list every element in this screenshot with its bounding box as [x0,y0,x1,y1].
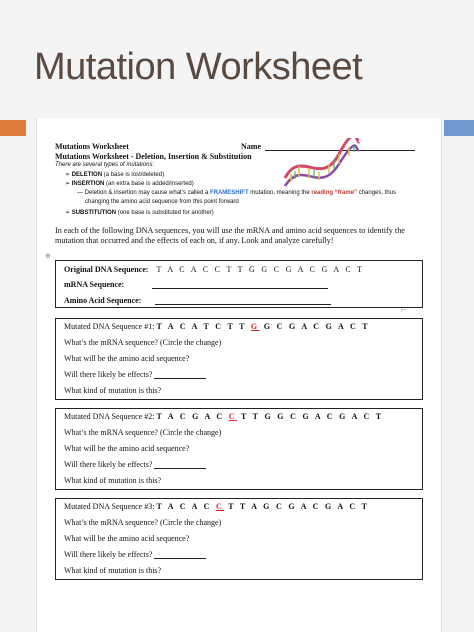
type-insertion: ➢ INSERTION (an extra base is added/inserted) [65,181,194,187]
mutated-dna-sequence: T A C A T C T T G G C G A C G A C T [156,322,370,331]
amino-label: Amino Acid Sequence: [64,296,142,305]
types-intro: There are several types of mutations: [55,162,155,168]
original-dna-row [64,265,364,274]
original-dna-sequence: T A C A C C T T G G C G A C G A C T [156,265,365,274]
orange-accent-bar [0,120,26,136]
kind-question: What kind of mutation is this? [64,386,162,395]
kind-question: What kind of mutation is this? [64,566,162,575]
blue-accent-bar [444,120,474,136]
effects-answer-line[interactable] [154,370,206,379]
kind-question: What kind of mutation is this? [64,476,162,485]
mutated-dna-row [64,322,370,331]
type-substitution: ➢ SUBSTITUTION (one base is substituted for another) [65,210,214,216]
dna-helix-image [281,138,361,190]
mutated-dna-label: Mutated DNA Sequence #2: [64,412,155,421]
mutated-dna-label: Mutated DNA Sequence #1: [64,322,155,331]
mrna-question: What’s the mRNA sequence? (Circle the change) [64,338,222,347]
mutated-dna-row [64,412,383,421]
resize-handle-icon: ⊢ [401,307,408,314]
effects-question: Will there likely be effects? [64,550,206,559]
mutation-box-2 [55,408,423,490]
original-dna-label: Original DNA Sequence: [64,265,149,274]
worksheet-header [55,142,425,151]
worksheet-page [36,118,442,632]
worksheet-title: Mutations Worksheet [55,142,129,151]
amino-question: What will be the amino acid sequence? [64,354,190,363]
instructions-text: In each of the following DNA sequences, you will use the mRNA and amino acid sequences to identify the mutation that occurred and the effects of each on, if any. Look and analyze carefully! [55,226,405,245]
amino-row [64,296,331,305]
type-deletion: ➢ DELETION (a base is lost/deleted) [65,172,165,178]
amino-answer-line[interactable] [155,296,331,305]
original-dna-box [55,260,423,308]
mutation-box-1 [55,318,423,400]
frameshift-note: — Deletion & insertion may cause what’s called a FRAMESHIFT mutation, meaning the reading “frame” changes, thus [77,190,397,196]
slide-title: Mutation Worksheet [34,46,363,88]
mrna-question: What’s the mRNA sequence? (Circle the change) [64,428,222,437]
move-handle-icon: ⊕ [45,253,51,260]
amino-question: What will be the amino acid sequence? [64,444,190,453]
mrna-label: mRNA Sequence: [64,280,125,289]
mutated-dna-row [64,502,369,511]
effects-answer-line[interactable] [154,460,206,469]
mrna-answer-line[interactable] [152,280,328,289]
frameshift-note-line2: changing the amino acid sequence from this point forward [85,199,239,205]
mrna-question: What’s the mRNA sequence? (Circle the change) [64,518,222,527]
mrna-row [64,280,328,289]
effects-question: Will there likely be effects? [64,370,206,379]
worksheet-subtitle: Mutations Worksheet - Deletion, Insertion & Substitution [55,152,252,161]
mutated-dna-sequence: T A C G A C C T T G G C G A C G A C T [156,412,384,421]
mutated-dna-sequence: T A C A C C T T A G C G A C G A C T [156,502,370,511]
amino-question: What will be the amino acid sequence? [64,534,190,543]
name-label: Name [241,142,261,151]
mutation-box-3 [55,498,423,580]
mutated-dna-label: Mutated DNA Sequence #3: [64,502,155,511]
effects-answer-line[interactable] [154,550,206,559]
effects-question: Will there likely be effects? [64,460,206,469]
